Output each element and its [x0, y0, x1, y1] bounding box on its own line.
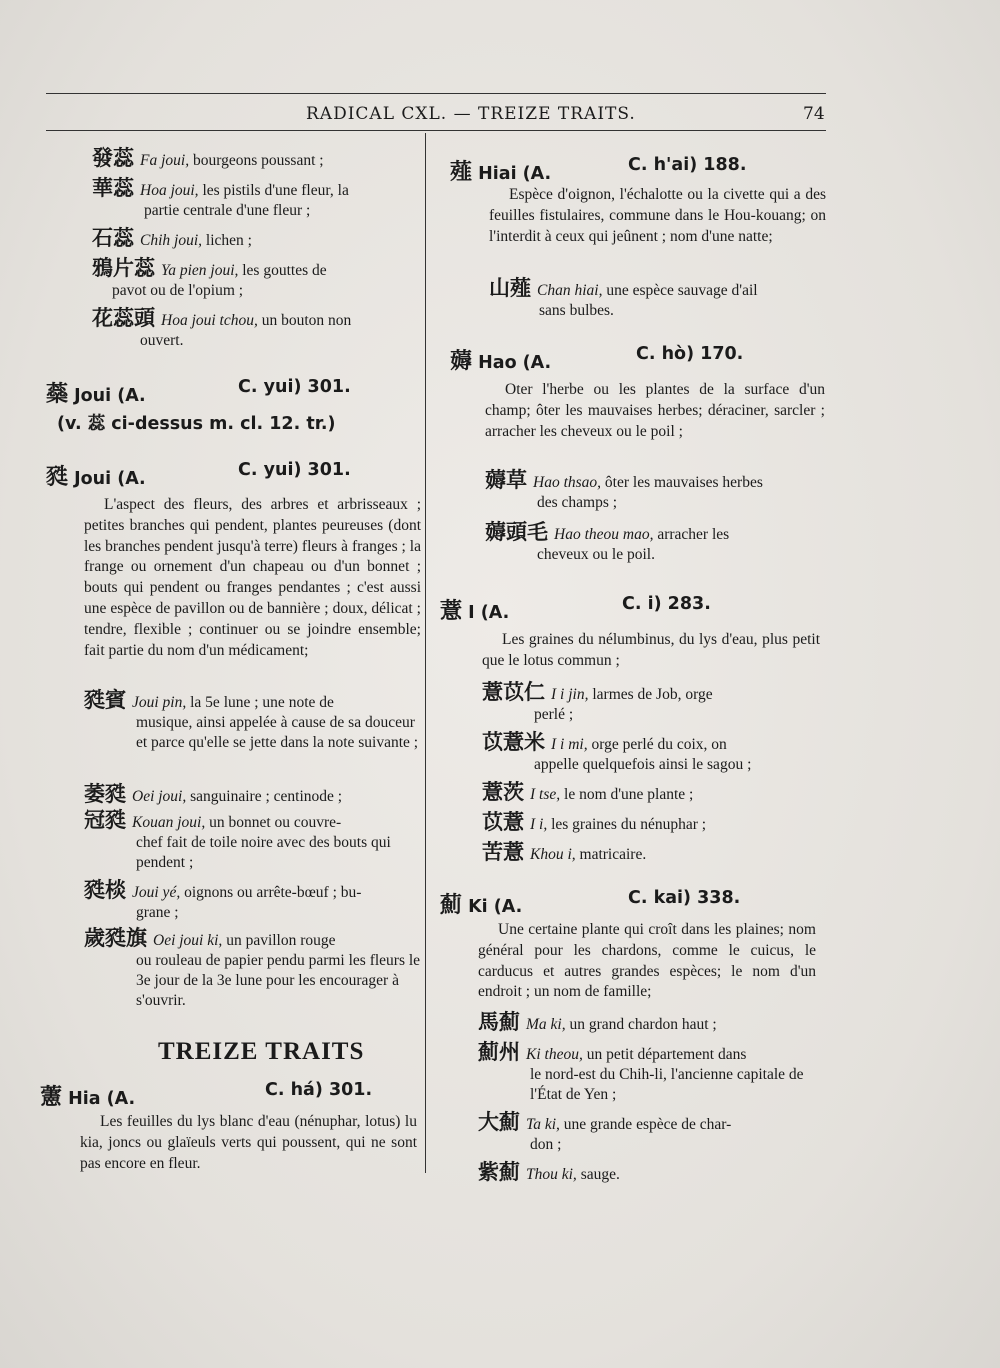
head-reading: I (A.: [468, 603, 510, 623]
definition-continued: le nord-est du Chih-li, l'ancienne capitale de l'État de Yen ;: [530, 1066, 804, 1103]
canton-reading: C. h'ai) 188.: [628, 155, 747, 175]
entry-heading: [450, 344, 744, 375]
sub-entry: [478, 1042, 816, 1105]
romanized-term: Hoa joui,: [140, 182, 199, 199]
definition-paragraph: Les graines du nélumbinus, du lys d'eau, plus petit que le lotus commun ;: [482, 631, 820, 669]
definition-paragraph: Les feuilles du lys blanc d'eau (nénuphar, lotus) lu kia, joncs ou glaïeuls verts qui poussent, qui ne sont pas encore en fleur.: [80, 1113, 417, 1172]
definition-paragraph: Une certaine plante qui croît dans les plaines; nom général pour les chardons, comme le cuicus, le carducus et autres grandes espèces; le nom d'un endroit ; un nom de famille;: [478, 921, 816, 1001]
definition-continued: appelle quelquefois ainsi le sagou ;: [534, 756, 752, 773]
sub-entry: [92, 258, 428, 301]
chinese-chars: 甤賓: [84, 688, 126, 712]
section-title: TREIZE TRAITS: [158, 1038, 365, 1065]
definition: une espèce sauvage d'ail: [606, 282, 758, 299]
definition: bourgeons poussant ;: [192, 152, 324, 169]
sub-entry: [482, 812, 820, 835]
chinese-chars: 大薊: [478, 1110, 520, 1134]
head-char: 薅: [450, 349, 473, 374]
definition: les pistils d'une fleur, la: [202, 182, 349, 199]
definition-continued: des champs ;: [537, 494, 618, 511]
sub-entry: [482, 842, 820, 865]
sub-entry: [485, 470, 825, 513]
sub-entry: [489, 278, 826, 321]
definition: la 5e lune ; une note de: [190, 694, 334, 711]
romanized-term: Ki theou,: [526, 1046, 583, 1063]
romanized-term: Thou ki,: [526, 1166, 577, 1183]
definition-continued: ou rouleau de papier pendu parmi les fleurs le 3e jour de la 3e lune pour les encourager à s'ouvrir.: [136, 952, 421, 1009]
sub-entry: [84, 784, 421, 807]
romanized-term: I tse,: [530, 786, 561, 803]
chinese-chars: 發蕊: [92, 146, 134, 170]
entry-heading: [440, 594, 711, 625]
romanized-term: I i mi,: [551, 736, 588, 753]
chinese-chars: 鴉片蕊: [92, 256, 155, 280]
definition-continued: ouvert.: [140, 332, 184, 349]
definition: sauge.: [580, 1166, 620, 1183]
chinese-chars: 石蕊: [92, 226, 134, 250]
definition: une grande espèce de char-: [563, 1116, 732, 1133]
definition: sanguinaire ; centinode ;: [190, 788, 343, 805]
romanized-term: Chih joui,: [140, 232, 203, 249]
chinese-chars: 萎甤: [84, 782, 126, 806]
canton-reading: C. há) 301.: [265, 1080, 373, 1100]
sub-entry: [482, 732, 820, 775]
definition-continued: sans bulbes.: [539, 302, 614, 319]
header-rule: [46, 130, 826, 131]
chinese-chars: 薏茨: [482, 780, 524, 804]
definition: un pavillon rouge: [226, 932, 336, 949]
canton-reading: C. yui) 301.: [238, 460, 351, 480]
definition-continued: cheveux ou le poil.: [537, 546, 655, 563]
head-reading: Hia (A.: [68, 1089, 136, 1109]
chinese-chars: 歲甤旗: [84, 926, 147, 950]
chinese-chars: 薊州: [478, 1040, 520, 1064]
canton-reading: C. kai) 338.: [628, 888, 741, 908]
definition: les graines du nénuphar ;: [551, 816, 707, 833]
chinese-chars: 薅頭毛: [485, 520, 548, 544]
definition-paragraph: Espèce d'oignon, l'échalotte ou la civette qui a des feuilles fistulaires, commune dans le Hou-kouang; on l'interdit à ceux qui jeûnent ; nom d'une natte;: [489, 186, 826, 245]
definition: arracher les: [657, 526, 730, 543]
sub-entry: [84, 880, 421, 923]
cross-reference: (v. 蕊 ci-dessus m. cl. 12. tr.): [57, 414, 336, 434]
definition: oignons ou arrête-bœuf ; bu-: [184, 884, 362, 901]
chinese-chars: 花蕊頭: [92, 306, 155, 330]
definition: un bonnet ou couvre-: [209, 814, 342, 831]
entry-heading: [440, 888, 741, 919]
chinese-chars: 甤棪: [84, 878, 126, 902]
sub-entry: [92, 228, 428, 251]
sub-entry: [482, 682, 820, 725]
definition: larmes de Job, orge: [592, 686, 713, 703]
sub-entry: [92, 308, 428, 351]
definition-continued: grane ;: [136, 904, 179, 921]
chinese-chars: 冠甤: [84, 808, 126, 832]
definition-continued: don ;: [530, 1136, 562, 1153]
head-reading: Ki (A.: [468, 897, 523, 917]
sub-entry: [478, 1162, 816, 1185]
romanized-term: Fa joui,: [140, 152, 190, 169]
definition: lichen ;: [205, 232, 252, 249]
definition: un grand chardon haut ;: [569, 1016, 717, 1033]
sub-entry: [478, 1012, 816, 1035]
chinese-chars: 苦薏: [482, 840, 524, 864]
romanized-term: Ta ki,: [526, 1116, 560, 1133]
entry-heading: [40, 1080, 373, 1111]
head-char: 薊: [440, 893, 463, 918]
entry-heading: [450, 155, 747, 186]
romanized-term: Oei joui ki,: [153, 932, 223, 949]
sub-entry: [485, 522, 825, 565]
sub-entry: [478, 1112, 816, 1155]
chinese-chars: 馬薊: [478, 1010, 520, 1034]
romanized-term: Ya pien joui,: [161, 262, 239, 279]
definition-continued: musique, ainsi appelée à cause de sa douceur et parce qu'elle se jette dans la note suivante ;: [136, 714, 419, 751]
definition: un petit département dans: [586, 1046, 747, 1063]
entry-heading: [46, 460, 351, 491]
definition: les gouttes de: [242, 262, 327, 279]
sub-entry: [84, 810, 421, 873]
romanized-term: Ma ki,: [526, 1016, 566, 1033]
romanized-term: I i jin,: [551, 686, 589, 703]
definition-continued: chef fait de toile noire avec des bouts qui pendent ;: [136, 834, 391, 871]
head-char: 藼: [40, 1085, 63, 1110]
running-title: RADICAL CXL. — TREIZE TRAITS.: [306, 104, 636, 124]
canton-reading: C. yui) 301.: [238, 377, 351, 397]
head-char: 蘂: [46, 382, 69, 407]
chinese-chars: 苡薏: [482, 810, 524, 834]
chinese-chars: 苡薏米: [482, 730, 545, 754]
romanized-term: Khou i,: [530, 846, 576, 863]
romanized-term: Joui yé,: [132, 884, 181, 901]
definition-continued: pavot ou de l'opium ;: [112, 282, 244, 299]
chinese-chars: 紫薊: [478, 1160, 520, 1184]
sub-entry: [84, 928, 421, 1011]
sub-entry: [92, 178, 428, 221]
romanized-term: Hoa joui tchou,: [161, 312, 258, 329]
definition-paragraph: Oter l'herbe ou les plantes de la surface d'un champ; ôter les mauvaises herbes; déraciner, sarcler ; arracher les cheveux ou le poil ;: [485, 381, 825, 440]
head-reading: Hao (A.: [478, 353, 552, 373]
definition: matricaire.: [579, 846, 647, 863]
canton-reading: C. i) 283.: [622, 594, 711, 614]
definition: un bouton non: [261, 312, 352, 329]
head-reading: Joui (A.: [74, 469, 146, 489]
romanized-term: Oei joui,: [132, 788, 187, 805]
head-char: 薤: [450, 160, 473, 185]
romanized-term: Hao theou mao,: [554, 526, 654, 543]
sub-entry: [84, 690, 421, 753]
head-char: 薏: [440, 599, 463, 624]
definition-continued: partie centrale d'une fleur ;: [144, 202, 311, 219]
head-reading: Joui (A.: [74, 386, 146, 406]
page-number: 74: [803, 104, 825, 124]
romanized-term: Joui pin,: [132, 694, 187, 711]
head-reading: Hiai (A.: [478, 164, 552, 184]
entry-heading: [46, 377, 351, 408]
chinese-chars: 薏苡仁: [482, 680, 545, 704]
canton-reading: C. hò) 170.: [636, 344, 744, 364]
sub-entry: [92, 148, 428, 171]
definition-paragraph: L'aspect des fleurs, des arbres et arbrisseaux ; petites branches qui pendent, plantes peureuses (dont les branches pendent jusqu'à terre) fleurs à franges ; la frange ou ornement d'un chapeau ou d'un bonnet ; bouts qui pendent ou franges pendantes ; c'est aussi une espèce de pavillon ou de bannière ; doux, délicat ; tendre, flexible ; continuer ou se joindre ensemble; fait partie du nom d'un médicament;: [84, 496, 421, 659]
romanized-term: Chan hiai,: [537, 282, 603, 299]
head-char: 甤: [46, 465, 69, 490]
sub-entry: [482, 782, 820, 805]
romanized-term: I i,: [530, 816, 548, 833]
chinese-chars: 薅草: [485, 468, 527, 492]
chinese-chars: 華蕊: [92, 176, 134, 200]
top-rule: [46, 93, 826, 94]
definition-continued: perlé ;: [534, 706, 574, 723]
romanized-term: Kouan joui,: [132, 814, 206, 831]
definition: orge perlé du coix, on: [591, 736, 727, 753]
chinese-chars: 山薤: [489, 276, 531, 300]
definition: ôter les mauvaises herbes: [604, 474, 763, 491]
romanized-term: Hao thsao,: [533, 474, 602, 491]
definition: le nom d'une plante ;: [564, 786, 694, 803]
